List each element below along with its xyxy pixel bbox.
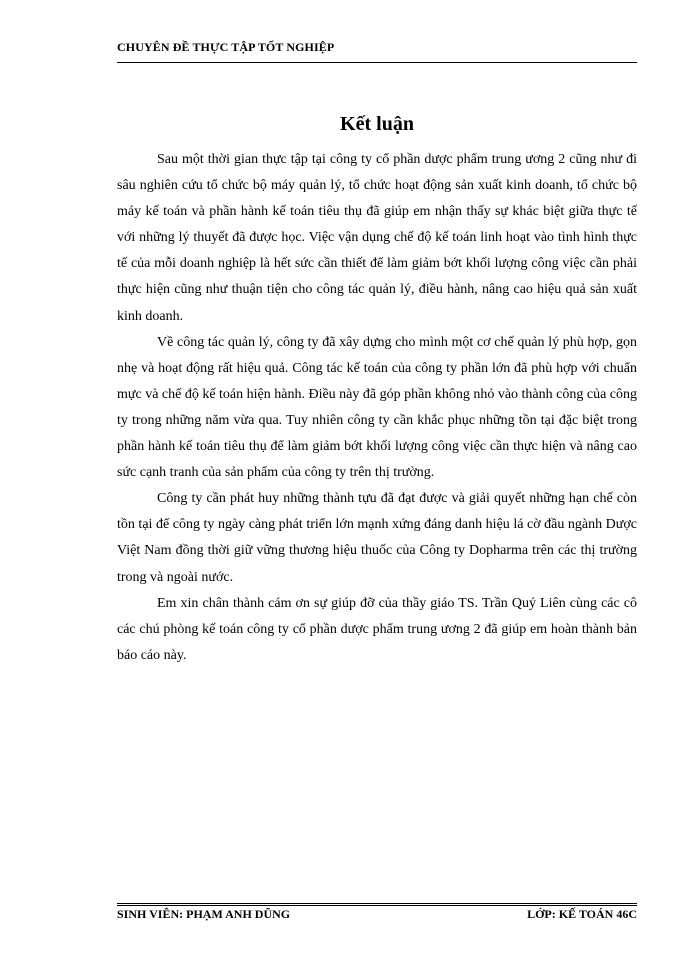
header-divider: [117, 62, 637, 63]
footer-divider-top: [117, 903, 637, 904]
paragraph-1: Sau một thời gian thực tập tại công ty cổ phần dược phẩm trung ương 2 cũng như đi sâu nghiên cứu tổ chức bộ máy quản lý, tổ chức hoạt động sản xuất kinh doanh, tổ chức bộ máy kế toán và phần hành kế toán tiêu thụ đã giúp em nhận thấy sự khác biệt giữa thực tế với những lý thuyết đã được học. Việc vận dụng chế độ kế toán linh hoạt vào tình hình thực tế của mỗi doanh nghiệp là hết sức cần thiết để làm giảm bớt khối lượng công việc cần phải thực hiện cũng như thuận tiện cho công tác quản lý, điều hành, nâng cao hiệu quả sản xuất kinh doanh.: [117, 152, 637, 324]
paragraph-2: Về công tác quản lý, công ty đã xây dựng cho mình một cơ chế quản lý phù hợp, gọn nhẹ và hoạt động rất hiệu quả. Công tác kế toán của công ty phần lớn đã phù hợp với chuẩn mực và chế độ kế toán hiện hành. Điều này đã góp phần không nhỏ vào thành công của công ty trong những năm vừa qua. Tuy nhiên công ty cần khắc phục những tồn tại đặc biệt trong phần hành kế toán tiêu thụ để làm giảm bớt khối lượng công việc cần thực hiện và nâng cao sức cạnh tranh của sản phẩm của công ty trên thị trường.: [117, 334, 637, 481]
footer-class-name: LỚP: KẾ TOÁN 46C: [527, 907, 637, 921]
running-header: CHUYÊN ĐỀ THỰC TẬP TỐT NGHIỆP: [117, 40, 335, 54]
footer-student-name: SINH VIÊN: PHẠM ANH DŨNG: [117, 907, 291, 921]
document-body: [117, 147, 637, 669]
footer-divider-bottom: [117, 905, 637, 906]
paragraph-4: Em xin chân thành cám ơn sự giúp đỡ của thầy giáo TS. Trần Quý Liên cùng các cô các chú phòng kế toán công ty cổ phần dược phẩm trung ương 2 đã giúp em hoàn thành bản báo cáo này.: [117, 595, 637, 663]
page-title: Kết luận: [340, 113, 414, 135]
paragraph-3: Công ty cần phát huy những thành tựu đã đạt được và giải quyết những hạn chế còn tồn tại để công ty ngày càng phát triển lớn mạnh xứng đáng danh hiệu lá cờ đầu ngành Dược Việt Nam đồng thời giữ vững thương hiệu thuốc của Công ty Dopharma trên các thị trường trong và ngoài nước.: [117, 491, 637, 585]
